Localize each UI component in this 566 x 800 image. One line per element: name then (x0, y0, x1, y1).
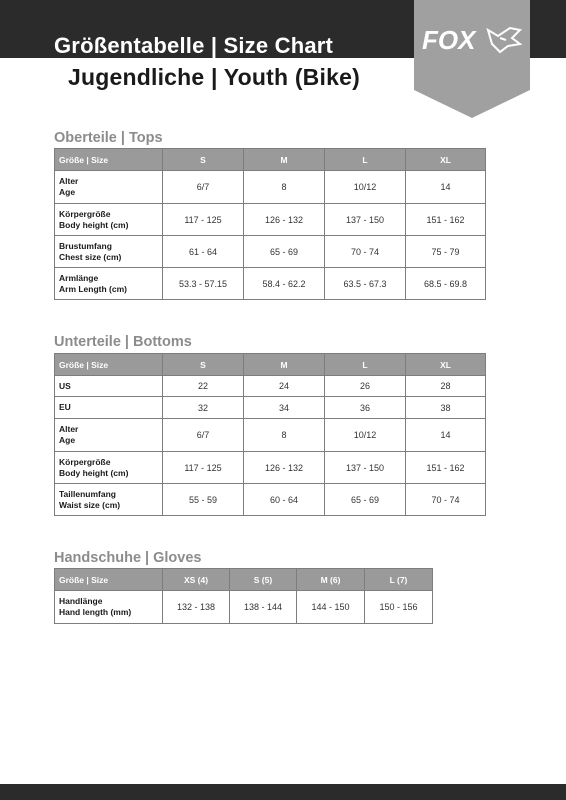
table-cell: 8 (244, 419, 325, 452)
table-cell: 14 (406, 419, 486, 452)
fox-logo-text: FOX (422, 25, 476, 55)
header-cell: XL (406, 149, 486, 171)
header-cell: S (5) (230, 569, 297, 591)
row-label: Handlänge Hand length (mm) (55, 591, 163, 624)
table-row (55, 236, 486, 268)
table-cell: 70 - 74 (325, 236, 406, 268)
table-cell: 6/7 (163, 171, 244, 204)
header-cell: L (325, 354, 406, 376)
table-cell: 117 - 125 (163, 452, 244, 484)
table-cell: 132 - 138 (163, 591, 230, 624)
table-cell: 22 (163, 376, 244, 397)
header-cell: Größe | Size (55, 354, 163, 376)
table-cell: 144 - 150 (297, 591, 365, 624)
table-cell: 14 (406, 171, 486, 204)
table-cell: 137 - 150 (325, 204, 406, 236)
table-cell: 10/12 (325, 171, 406, 204)
table-cell: 151 - 162 (406, 452, 486, 484)
tops-section-title: Oberteile | Tops (54, 130, 163, 146)
bottoms-size-table (54, 353, 486, 516)
row-label: Alter Age (55, 171, 163, 204)
table-cell: 61 - 64 (163, 236, 244, 268)
table-cell: 126 - 132 (244, 204, 325, 236)
row-label: EU (55, 397, 163, 419)
table-cell: 60 - 64 (244, 484, 325, 516)
table-row (55, 484, 486, 516)
header-cell: Größe | Size (55, 569, 163, 591)
page-subtitle: Jugendliche | Youth (Bike) (68, 64, 360, 90)
row-label: Taillenumfang Waist size (cm) (55, 484, 163, 516)
header-cell: L (7) (365, 569, 433, 591)
header-cell: L (325, 149, 406, 171)
gloves-section-title: Handschuhe | Gloves (54, 550, 202, 566)
table-cell: 28 (406, 376, 486, 397)
table-row (55, 591, 433, 624)
table-cell: 150 - 156 (365, 591, 433, 624)
footer-bar (0, 784, 566, 800)
header-cell: S (163, 149, 244, 171)
row-label: US (55, 376, 163, 397)
table-cell: 53.3 - 57.15 (163, 268, 244, 300)
bottoms-section-title: Unterteile | Bottoms (54, 334, 192, 350)
table-cell: 117 - 125 (163, 204, 244, 236)
header-cell: XS (4) (163, 569, 230, 591)
table-cell: 32 (163, 397, 244, 419)
table-cell: 24 (244, 376, 325, 397)
table-cell: 55 - 59 (163, 484, 244, 516)
gloves-size-table (54, 568, 433, 624)
table-row (55, 171, 486, 204)
header-cell: Größe | Size (55, 149, 163, 171)
table-cell: 34 (244, 397, 325, 419)
row-label: Brustumfang Chest size (cm) (55, 236, 163, 268)
table-cell: 63.5 - 67.3 (325, 268, 406, 300)
row-label: Körpergröße Body height (cm) (55, 204, 163, 236)
row-label: Armlänge Arm Length (cm) (55, 268, 163, 300)
table-cell: 8 (244, 171, 325, 204)
table-row (55, 419, 486, 452)
header-cell: S (163, 354, 244, 376)
table-cell: 68.5 - 69.8 (406, 268, 486, 300)
table-row (55, 397, 486, 419)
header-cell: M (244, 149, 325, 171)
header-cell: M (244, 354, 325, 376)
table-cell: 6/7 (163, 419, 244, 452)
table-row (55, 452, 486, 484)
header-cell: M (6) (297, 569, 365, 591)
table-cell: 36 (325, 397, 406, 419)
row-label: Alter Age (55, 419, 163, 452)
table-cell: 26 (325, 376, 406, 397)
row-label: Körpergröße Body height (cm) (55, 452, 163, 484)
table-row (55, 204, 486, 236)
table-row (55, 376, 486, 397)
table-cell: 65 - 69 (325, 484, 406, 516)
table-cell: 10/12 (325, 419, 406, 452)
tops-size-table (54, 148, 486, 300)
table-cell: 151 - 162 (406, 204, 486, 236)
fox-logo-badge (414, 0, 530, 118)
table-row (55, 268, 486, 300)
table-cell: 58.4 - 62.2 (244, 268, 325, 300)
table-cell: 126 - 132 (244, 452, 325, 484)
table-cell: 138 - 144 (230, 591, 297, 624)
header-cell: XL (406, 354, 486, 376)
table-cell: 137 - 150 (325, 452, 406, 484)
table-cell: 75 - 79 (406, 236, 486, 268)
page-title: Größentabelle | Size Chart (54, 33, 334, 58)
table-cell: 38 (406, 397, 486, 419)
table-cell: 70 - 74 (406, 484, 486, 516)
table-cell: 65 - 69 (244, 236, 325, 268)
